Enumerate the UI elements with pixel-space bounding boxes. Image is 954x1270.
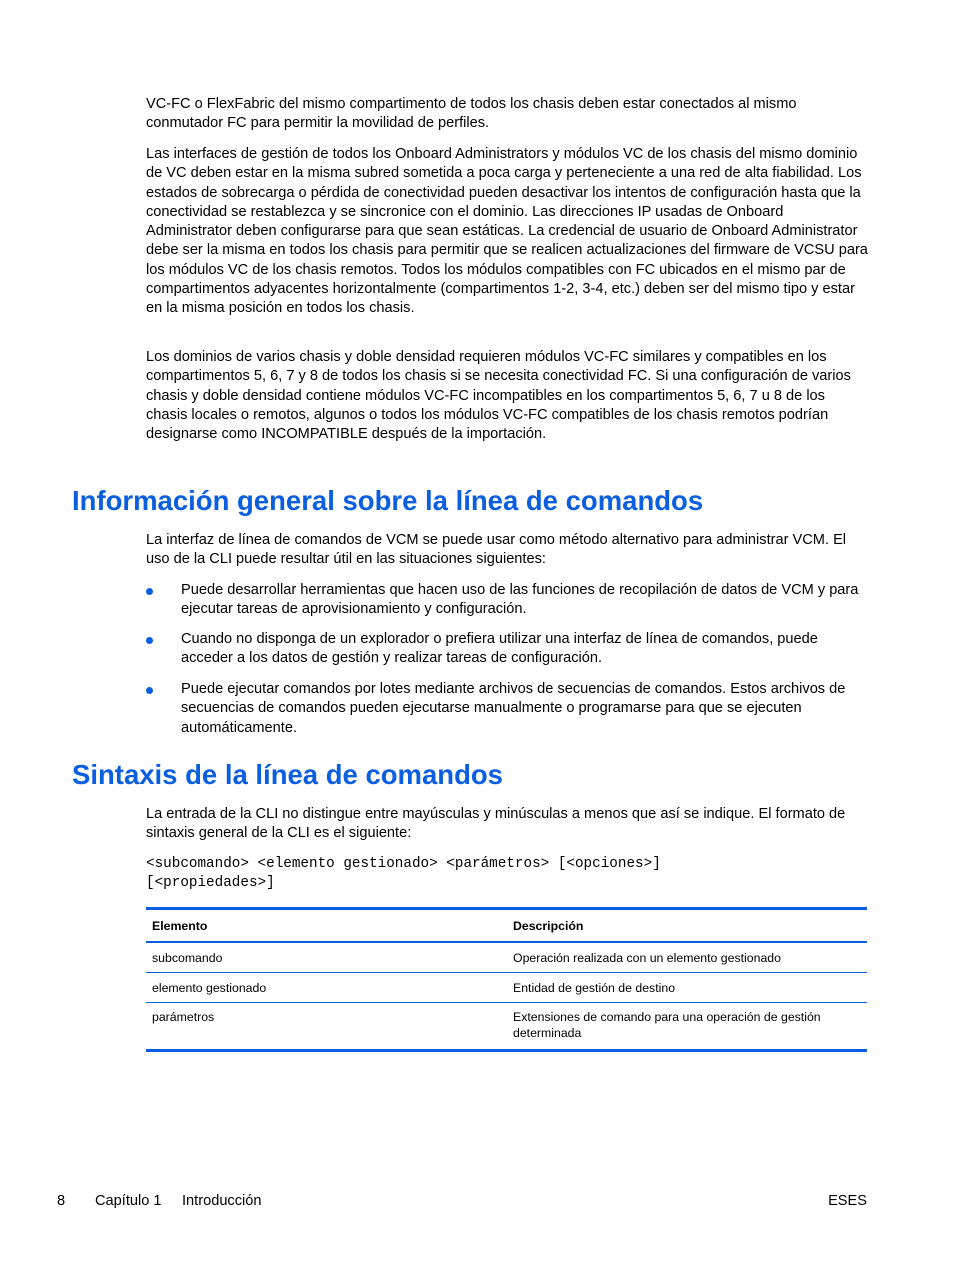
column-header-element: Elemento bbox=[152, 918, 208, 933]
footer-chapter-title: Introducción bbox=[182, 1193, 262, 1209]
section-heading-cli-overview: Información general sobre la línea de comandos bbox=[72, 485, 704, 516]
list-item-text: Cuando no disponga de un explorador o prefiera utilizar una interfaz de línea de comandos, puede acceder a los datos de gestión y realizar tareas de configuración. bbox=[181, 631, 818, 667]
table-row bbox=[146, 943, 867, 973]
footer-locale: ESES bbox=[828, 1193, 867, 1209]
table-cell: elemento gestionado bbox=[152, 980, 267, 995]
bullet-icon bbox=[146, 637, 153, 644]
paragraph-double-density: Los dominios de varios chasis y doble densidad requieren módulos VC-FC similares y compatibles en los compartimentos 5, 6, 7 y 8 de todos los chasis si se necesita conectividad FC. Si una configuración de varios chasis y doble densidad contiene módulos VC-FC incompatibles en los compartimentos 5, 6, 7 u 8 de los chasis locales o remotos, algunos o todos los módulos VC-FC compatibles de los chasis remotos podrían designarse como INCOMPATIBLE después de la importación. bbox=[146, 349, 851, 443]
bullet-icon bbox=[146, 687, 153, 694]
table-row bbox=[146, 1003, 867, 1049]
table-cell: Extensiones de comando para una operación de gestión determinada bbox=[513, 1010, 821, 1040]
list-item-text: Puede desarrollar herramientas que hacen uso de las funciones de recopilación de datos de VCM y para ejecutar tareas de aprovisionamiento y configuración. bbox=[181, 582, 859, 618]
footer-chapter: Capítulo 1 bbox=[95, 1193, 162, 1209]
table-cell: Entidad de gestión de destino bbox=[513, 980, 676, 995]
syntax-code-block bbox=[146, 855, 870, 894]
table-row bbox=[146, 973, 867, 1003]
syntax-code-line: [<propiedades>] bbox=[146, 875, 275, 892]
table-cell: subcomando bbox=[152, 950, 223, 965]
table-cell: Operación realizada con un elemento gestionado bbox=[513, 950, 781, 965]
paragraph-cli-overview-intro: La interfaz de línea de comandos de VCM se puede usar como método alternativo para administrar VCM. El uso de la CLI puede resultar útil en las situaciones siguientes: bbox=[146, 532, 847, 568]
paragraph-management-interfaces: Las interfaces de gestión de todos los Onboard Administrators y módulos VC de los chasis del mismo dominio de VC deben estar en la misma subred sometida a poca carga y perteneciente a una red de alta fiabilidad. Los estados de sobrecarga o pérdida de conectividad pueden desactivar los intentos de configuración hasta que la conectividad se restablezca y se sincronice con el dominio. Las direcciones IP usadas de Onboard Administrator deben configurarse para que sean estáticas. La credencial de usuario de Onboard Administrator debe ser la misma en todos los chasis para permitir que se realicen actualizaciones del firmware de VCSU para los módulos VC de los chasis remotos. Todos los módulos compatibles con FC ubicados en el mismo par de compartimentos adyacentes horizontalmente (compartimentos 1-2, 3-4, etc.) deben ser del mismo tipo y estar en la misma posición en todos los chasis. bbox=[146, 146, 868, 317]
column-header-description: Descripción bbox=[513, 918, 584, 933]
cli-elements-table bbox=[146, 907, 867, 1052]
list-item-text: Puede ejecutar comandos por lotes mediante archivos de secuencias de comandos. Estos archivos de secuencias de comandos pueden ejecutarse manualmente o programarse para que se ejecuten automáticamente. bbox=[181, 681, 846, 736]
syntax-code-line: <subcomando> <elemento gestionado> <parámetros> [<opciones>] bbox=[146, 856, 661, 872]
bullet-icon bbox=[146, 588, 153, 595]
table-header-row bbox=[146, 910, 867, 943]
paragraph-vcfc-flexfabric: VC-FC o FlexFabric del mismo compartimento de todos los chasis deben estar conectados al mismo conmutador FC para permitir la movilidad de perfiles. bbox=[146, 96, 797, 132]
page-number: 8 bbox=[57, 1193, 66, 1209]
paragraph-cli-syntax-intro: La entrada de la CLI no distingue entre mayúsculas y minúsculas a menos que así se indique. El formato de sintaxis general de la CLI es el siguiente: bbox=[146, 806, 846, 842]
section-heading-cli-syntax: Sintaxis de la línea de comandos bbox=[72, 759, 503, 790]
table-cell: parámetros bbox=[152, 1010, 215, 1024]
